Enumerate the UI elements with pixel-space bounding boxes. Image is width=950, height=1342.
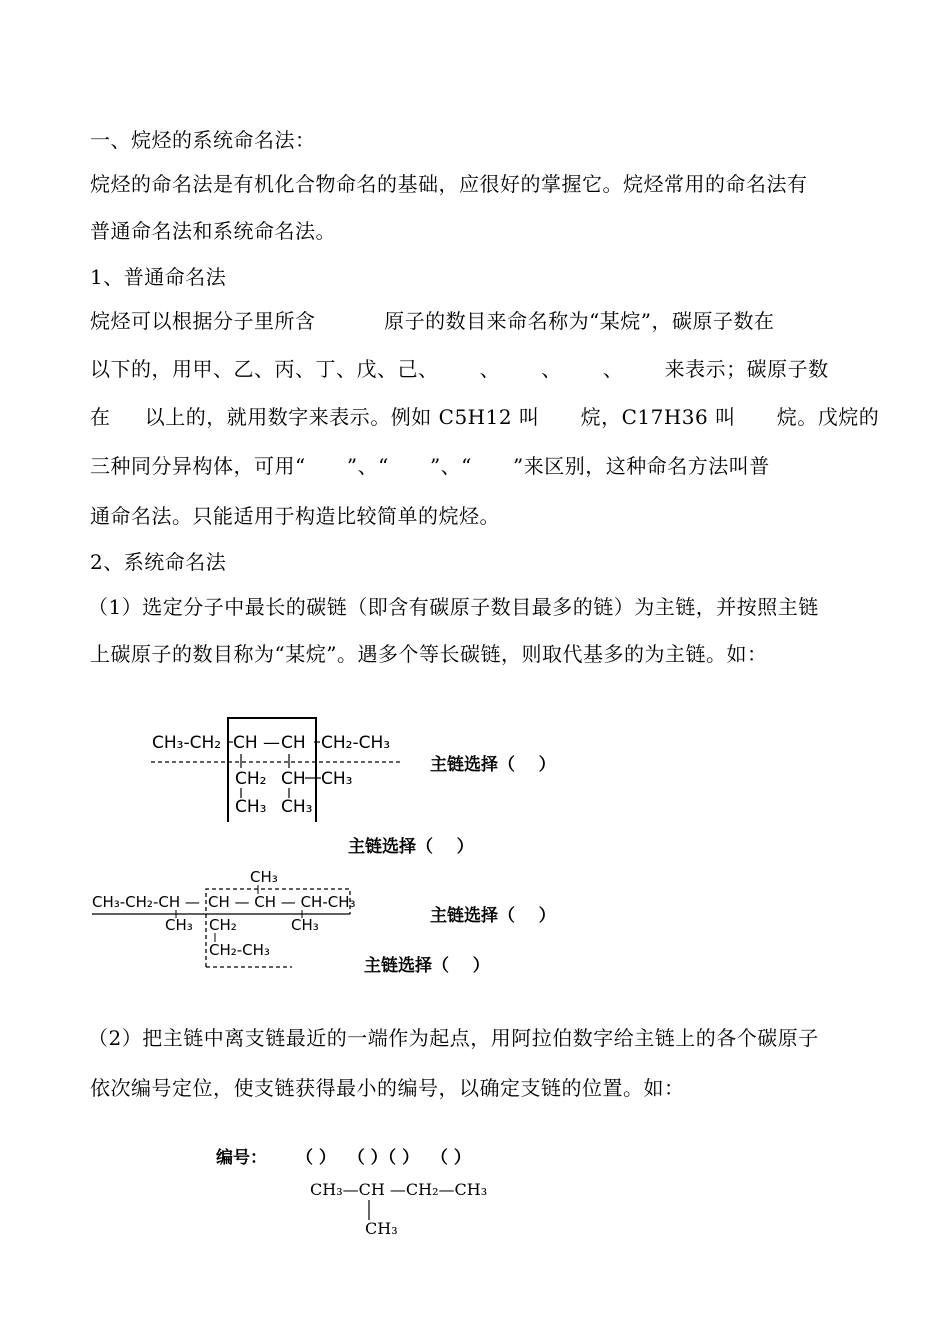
intro-line-2: 普通命名法和系统命名法。	[90, 219, 336, 243]
sub1-line-2: 以下的，用甲、乙、丙、丁、戊、己、 、 、 、 来表示；碳原子数	[90, 357, 829, 381]
sub1-line-1: 烷烃可以根据分子里所含 原子的数目来命名称为“某烷”，碳原子数在	[90, 309, 775, 333]
struct1-ch-a: CH —	[233, 733, 281, 753]
numbering-slots: （ ） （ ）（ ） （ ）	[296, 1148, 471, 1168]
struct1-ch2-branch: CH₂	[235, 769, 267, 789]
struct1-ch3-branch-a: CH₃	[235, 797, 267, 817]
subsection-title-1: 1、普通命名法	[90, 265, 227, 289]
struct2-ch3-top: CH₃	[250, 868, 278, 886]
intro-line-1: 烷烃的命名法是有机化合物命名的基础，应很好的掌握它。烷烃常用的命名法有	[90, 172, 808, 196]
sub1-line-4: 三种同分异构体，可用“ ”、“ ”、“ ”来区别，这种命名方法叫普	[90, 454, 770, 478]
struct2-ch2ch3: CH₂-CH₃	[209, 941, 270, 959]
numbering-label: 编号：	[216, 1148, 267, 1168]
subsection-title-2: 2、系统命名法	[90, 550, 227, 574]
rule1-line-1: （1）选定分子中最长的碳链（即含有碳原子数目最多的链）为主链，并按照主链	[88, 595, 819, 619]
struct2-ch3-b: CH₃	[291, 916, 319, 934]
struct2-main-left: CH₃-CH₂-CH —	[92, 893, 200, 911]
numbering-branch: CH₃	[365, 1219, 398, 1238]
struct1-ch3-branch-c: CH₃	[321, 769, 353, 789]
struct1-ch3ch2: CH₃-CH₂	[152, 733, 222, 753]
main-chain-choice-4: 主链选择（ ）	[364, 956, 490, 976]
sub1-line-3: 在 以上的，就用数字来表示。例如 C5H12 叫 烷，C17H36 叫 烷。戊烷的	[90, 405, 880, 429]
numbering-chain: CH₃—CH —CH₂—CH₃	[310, 1180, 488, 1199]
struct1-ch-b: CH	[281, 733, 306, 753]
struct1-ch-branch: CH	[281, 769, 306, 789]
struct2-ch2: CH₂	[209, 916, 237, 934]
main-chain-choice-1: 主链选择（ ）	[430, 755, 556, 775]
struct1-ch3-branch-b: CH₃	[281, 797, 313, 817]
struct2-ch3-a: CH₃	[165, 916, 193, 934]
main-chain-choice-2: 主链选择（ ）	[348, 837, 474, 857]
sub1-line-5: 通命名法。只能适用于构造比较简单的烷烃。	[90, 504, 500, 528]
rule1-line-2: 上碳原子的数目称为“某烷”。遇多个等长碳链，则取代基多的为主链。如：	[90, 642, 768, 666]
section-title: 一、烷烃的系统命名法：	[90, 128, 316, 152]
rule2-line-1: （2）把主链中离支链最近的一端作为起点，用阿拉伯数字给主链上的各个碳原子	[88, 1026, 819, 1050]
rule2-line-2: 依次编号定位，使支链获得最小的编号，以确定支链的位置。如：	[90, 1076, 685, 1100]
main-chain-choice-3: 主链选择（ ）	[430, 906, 556, 926]
struct1-ch2ch3: CH₂-CH₃	[321, 733, 391, 753]
struct2-main-right: CH — CH — CH-CH₃	[208, 893, 356, 911]
